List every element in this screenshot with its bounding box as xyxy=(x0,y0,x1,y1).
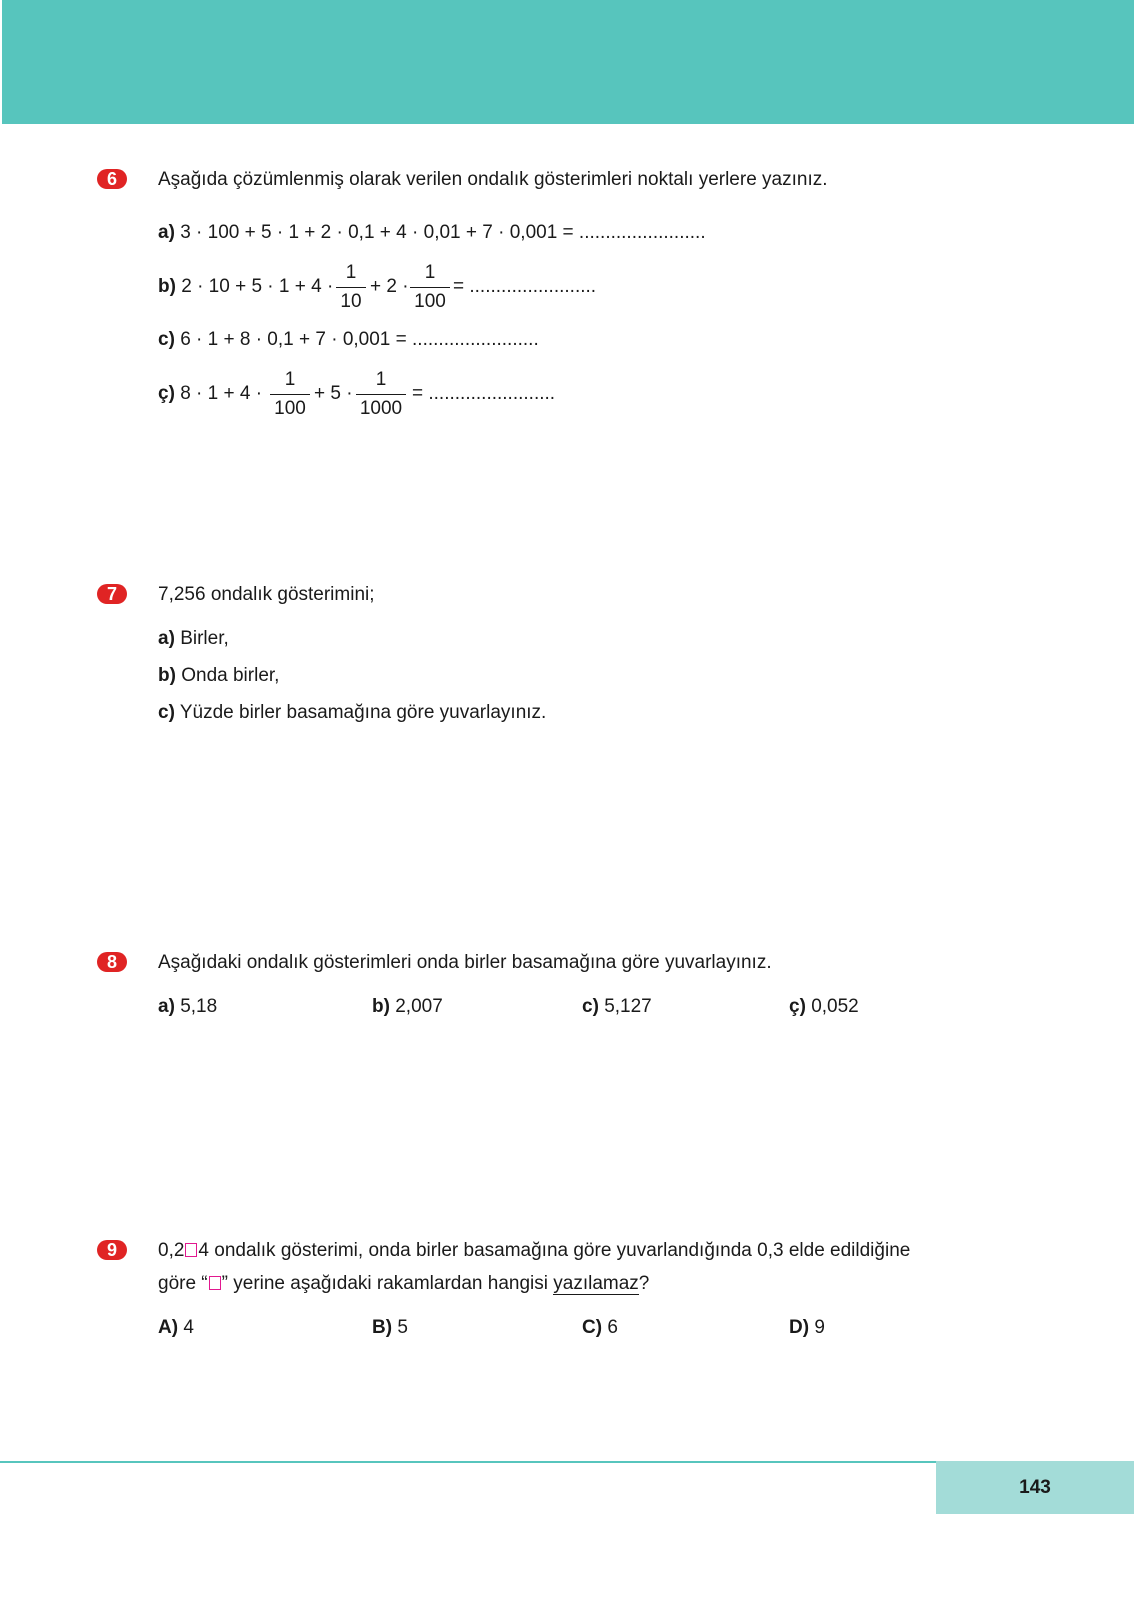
q6-b-pre: 2 · 10 + 5 · 1 + 4 · xyxy=(181,276,334,297)
q6-c-expr: 6 · 1 + 8 · 0,1 + 7 · 0,001 = ........................ xyxy=(180,329,539,350)
q8-c-value: 5,127 xyxy=(604,996,652,1017)
q8-b-value: 2,007 xyxy=(395,996,443,1017)
q6-b-fraction-2 xyxy=(410,262,450,313)
q6-cc-f1-denominator: 100 xyxy=(274,398,306,419)
q9-line2-pre: göre “ xyxy=(158,1273,208,1294)
q9-d-value: 9 xyxy=(814,1317,825,1338)
q8-c-label: c) xyxy=(582,996,599,1017)
fraction-bar xyxy=(356,394,406,395)
q7-c-text: Yüzde birler basamağına göre yuvarlayınız. xyxy=(179,702,547,723)
q6-cc-f2-denominator: 1000 xyxy=(359,398,403,419)
q6-a-expr: 3 · 100 + 5 · 1 + 2 · 0,1 + 4 · 0,01 + 7 · 0,001 = ........................ xyxy=(180,222,706,243)
question-9-line-2 xyxy=(158,1273,649,1295)
q7-b-label: b) xyxy=(158,665,176,686)
question-8-badge: 8 xyxy=(97,952,127,972)
fraction-bar xyxy=(410,287,450,288)
q7-b-text: Onda birler, xyxy=(181,665,280,686)
q6-cc-mid: + 5 · xyxy=(314,383,353,404)
blank-box-icon xyxy=(185,1243,197,1257)
question-9-badge: 9 xyxy=(97,1240,127,1260)
q9-line2-mid: ” yerine aşağıdaki rakamlardan hangisi xyxy=(221,1273,554,1294)
fraction-bar xyxy=(336,287,366,288)
q8-cc-label: ç) xyxy=(789,996,806,1017)
q9-line2-post: ? xyxy=(638,1273,650,1294)
question-8-prompt: Aşağıdaki ondalık gösterimleri onda birler basamağına göre yuvarlayınız. xyxy=(158,952,772,973)
q8-b-label: b) xyxy=(372,996,390,1017)
question-6-badge: 6 xyxy=(97,169,127,189)
q6-b-fraction-1 xyxy=(336,262,366,313)
q8-a-value: 5,18 xyxy=(180,996,218,1017)
q8-option-b xyxy=(372,996,443,1018)
q9-d-label: D) xyxy=(789,1317,810,1338)
q8-option-a xyxy=(158,996,217,1018)
q9-a-label: A) xyxy=(158,1317,179,1338)
q6-b-mid: + 2 · xyxy=(370,276,409,297)
q9-line1-pre: 0,2 xyxy=(158,1240,185,1261)
q8-a-label: a) xyxy=(158,996,175,1017)
q9-option-c xyxy=(582,1317,618,1339)
q6-a-label: a) xyxy=(158,222,175,243)
q6-item-a xyxy=(158,222,706,244)
q6-b-post: = ........................ xyxy=(453,276,597,297)
q9-option-a xyxy=(158,1317,194,1339)
q9-a-value: 4 xyxy=(183,1317,194,1338)
q6-cc-post: = ........................ xyxy=(412,383,556,404)
q6-cc-f1-numerator: 1 xyxy=(284,369,296,390)
q9-c-value: 6 xyxy=(607,1317,618,1338)
q6-cc-f2-numerator: 1 xyxy=(375,369,387,390)
q7-item-c xyxy=(158,702,546,724)
q7-a-label: a) xyxy=(158,628,175,649)
q7-item-a xyxy=(158,628,229,650)
q6-b-f1-numerator: 1 xyxy=(345,262,357,283)
question-7-prompt: 7,256 ondalık gösterimini; xyxy=(158,584,375,605)
q6-b-f2-denominator: 100 xyxy=(414,291,446,312)
q9-c-label: C) xyxy=(582,1317,603,1338)
q6-cc-fraction-2 xyxy=(356,369,406,420)
q6-b-label: b) xyxy=(158,276,176,297)
q9-b-label: B) xyxy=(372,1317,393,1338)
fraction-bar xyxy=(270,394,310,395)
q9-b-value: 5 xyxy=(397,1317,408,1338)
q7-a-text: Birler, xyxy=(180,628,229,649)
page-number: 143 xyxy=(936,1461,1134,1514)
q6-item-cc xyxy=(158,383,262,405)
q8-option-cc xyxy=(789,996,859,1018)
q9-line1-post: 4 ondalık gösterimi, onda birler basamağına göre yuvarlandığında 0,3 elde edildiğine xyxy=(198,1240,911,1261)
q6-b-f2-numerator: 1 xyxy=(424,262,436,283)
question-9-line-1 xyxy=(158,1240,910,1262)
q6-item-c xyxy=(158,329,539,351)
q9-option-b xyxy=(372,1317,408,1339)
q9-underlined-word: yazılamaz xyxy=(553,1273,639,1294)
q8-cc-value: 0,052 xyxy=(811,996,859,1017)
q6-item-b xyxy=(158,276,333,298)
question-6-prompt: Aşağıda çözümlenmiş olarak verilen ondalık gösterimleri noktalı yerlere yazınız. xyxy=(158,169,828,190)
q6-b-f1-denominator: 10 xyxy=(340,291,362,312)
q9-option-d xyxy=(789,1317,825,1339)
q6-cc-pre: 8 · 1 + 4 · xyxy=(180,383,263,404)
header-band xyxy=(2,0,1134,124)
question-7-badge: 7 xyxy=(97,584,127,604)
q6-c-label: c) xyxy=(158,329,175,350)
q7-c-label: c) xyxy=(158,702,175,723)
blank-box-icon xyxy=(209,1276,221,1290)
q8-option-c xyxy=(582,996,652,1018)
q6-cc-fraction-1 xyxy=(270,369,310,420)
q7-item-b xyxy=(158,665,279,687)
q6-cc-label: ç) xyxy=(158,383,175,404)
